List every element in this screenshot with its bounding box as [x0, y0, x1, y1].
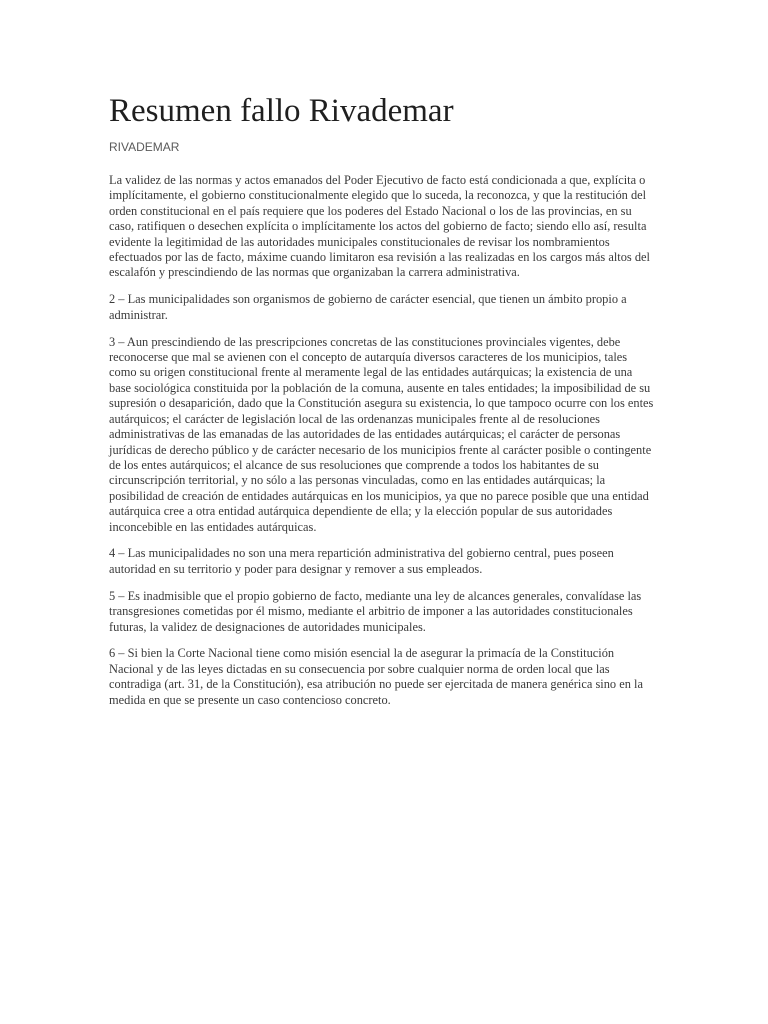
document-subtitle: RIVADEMAR: [109, 140, 180, 154]
paragraph-1: La validez de las normas y actos emanados del Poder Ejecutivo de facto está condicionada a que, explícita o implícitamente, el gobierno constitucionalmente elegido que lo suceda, la reconozca, y que la restitución del orden constitucional en el país requiere que los poderes del Estado Nacional o los de las provincias, en su caso, ratifiquen o desechen explícita o implícitamente los actos del gobierno de facto; siendo ello así, resulta evidente la legitimidad de las autoridades municipales constitucionales de revisar los nombramientos efectuados por las de facto, máxime cuando limitaron esa revisión a las realizadas en los cargos más altos del escalafón y prescindiendo de las normas que organizaban la carrera administrativa.: [109, 173, 650, 280]
document-title: Resumen fallo Rivademar: [109, 93, 454, 129]
paragraph-4: 4 – Las municipalidades no son una mera repartición administrativa del gobierno central, pues poseen autoridad en su territorio y poder para designar y remover a sus empleados.: [109, 546, 614, 576]
paragraph-5: 5 – Es inadmisible que el propio gobierno de facto, mediante una ley de alcances generales, convalídase las transgresiones cometidas por él mismo, mediante el arbitrio de imponer a las autoridades constitucionales futuras, la validez de designaciones de autoridades municipales.: [109, 588, 642, 634]
paragraph-3: 3 – Aun prescindiendo de las prescripciones concretas de las constituciones provinciales vigentes, debe reconocerse que mal se avienen con el concepto de autarquía diversos caracteres de los municipios, tales como su origen constitucional frente al meramente legal de las entidades autárquicas; la existencia de una base sociológica constituida por la población de la comuna, ausente en tales entidades; la imposibilidad de su supresión o desaparición, dado que la Constitución asegura su existencia, lo que tampoco ocurre con los entes autárquicos; el carácter de legislación local de las ordenanzas municipales frente al de resoluciones administrativas de las emanadas de las autoridades de las entidades autárquicas; el carácter de personas jurídicas de derecho público y de carácter necesario de los municipios frente al carácter posible o contingente de los entes autárquicos; el alcance de sus resoluciones que comprende a todos los habitantes de su circunscripción territorial, y no sólo a las personas vinculadas, como en las entidades autárquicas; la posibilidad de creación de entidades autárquicas en los municipios, ya que no parece posible que una entidad autárquica cree a otra entidad autárquica dependiente de ella; y la elección popular de sus autoridades inconcebible en las entidades autárquicas.: [109, 334, 654, 534]
document-page: [109, 92, 657, 720]
paragraph-2: 2 – Las municipalidades son organismos de gobierno de carácter esencial, que tienen un ámbito propio a administrar.: [109, 292, 627, 322]
paragraph-6: 6 – Si bien la Corte Nacional tiene como misión esencial la de asegurar la primacía de la Constitución Nacional y de las leyes dictadas en su consecuencia por sobre cualquier norma de orden local que las contradiga (art. 31, de la Constitución), esa atribución no puede ser ejercitada de manera genérica sino en la medida en que se presente un caso contencioso concreto.: [109, 646, 643, 707]
